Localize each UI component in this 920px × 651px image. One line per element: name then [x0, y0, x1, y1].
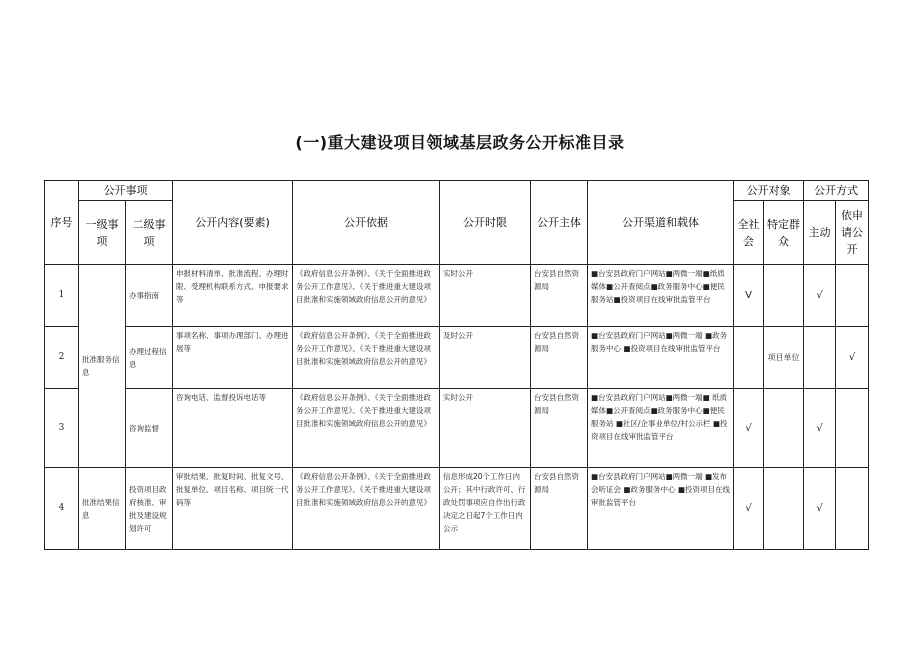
header-specific: 特定群众 — [764, 201, 804, 265]
row-on-request — [836, 265, 869, 327]
row-basis: 《政府信息公开条例》、《关于全面推进政务公开工作意见》、《关于推进重大建设项目批准和实施领域政府信息公开的意见》 — [293, 468, 440, 550]
row-subject: 台安县自然资源局 — [531, 389, 588, 468]
row-seq: 1 — [45, 265, 79, 327]
row-time-limit: 实时公开 — [440, 265, 531, 327]
row-content: 事项名称、事项办理部门、办理进展等 — [173, 327, 293, 389]
row-seq: 4 — [45, 468, 79, 550]
row-content: 申报材料清单、批准流程、办理时限、受理机构联系方式、申报要求等 — [173, 265, 293, 327]
header-society: 全社会 — [734, 201, 764, 265]
row-time-limit: 实时公开 — [440, 389, 531, 468]
header-active: 主动 — [804, 201, 836, 265]
row-level2: 办事指南 — [126, 265, 173, 327]
row-subject: 台安县自然资源局 — [531, 327, 588, 389]
header-time-limit: 公开时限 — [440, 181, 531, 265]
header-level1: 一级事项 — [79, 201, 126, 265]
row-seq: 3 — [45, 389, 79, 468]
page-title: (一)重大建设项目领域基层政务公开标准目录 — [295, 133, 625, 152]
row-active: √ — [804, 265, 836, 327]
header-subject: 公开主体 — [531, 181, 588, 265]
row-active: √ — [804, 389, 836, 468]
header-level2: 二级事项 — [126, 201, 173, 265]
table-row — [45, 265, 869, 327]
header-target-group: 公开对象 — [734, 181, 804, 201]
row-basis: 《政府信息公开条例》、《关于全面推进政务公开工作意见》、《关于推进重大建设项目批准和实施领域政府信息公开的意见》 — [293, 389, 440, 468]
row-on-request — [836, 468, 869, 550]
row-level2: 办理过程信息 — [126, 327, 173, 389]
row-level1: 批准服务信息 — [79, 265, 126, 468]
header-items-group: 公开事项 — [79, 181, 173, 201]
row-channel: ■台安县政府门户网站■两微一端■ 纸质媒体■公开查阅点■政务服务中心■便民服务站 ■社区/企事业单位/村公示栏 ■投资项目在线审批监管平台 — [588, 389, 734, 468]
row-specific — [764, 265, 804, 327]
row-channel: ■台安县政府门户网站■两微一端■纸质媒体■公开查阅点■政务服务中心■便民服务站■投资项目在线审批监管平台 — [588, 265, 734, 327]
row-content: 审批结果、批复时间、批复文号、批复单位、项目名称、项目统一代码等 — [173, 468, 293, 550]
header-basis: 公开依据 — [293, 181, 440, 265]
row-basis: 《政府信息公开条例》、《关于全面推进政务公开工作意见》、《关于推进重大建设项目批准和实施领域政府信息公开的意见》 — [293, 265, 440, 327]
table-row — [45, 468, 869, 550]
row-society: √ — [734, 468, 764, 550]
row-society: V — [734, 265, 764, 327]
row-level2: 咨询监督 — [126, 389, 173, 468]
row-specific: 项目单位 — [764, 327, 804, 389]
row-active — [804, 327, 836, 389]
row-seq: 2 — [45, 327, 79, 389]
table-row — [45, 327, 869, 389]
row-level2: 投资项目政府核准、审批及建设规划许可 — [126, 468, 173, 550]
row-channel: ■台安县政府门户网站■两微一端 ■政务服务中心 ■投资项目在线审批监管平台 — [588, 327, 734, 389]
row-channel: ■台安县政府门户网站■两微一端 ■发布会听证会 ■政务服务中心 ■投资项目在线审批监管平台 — [588, 468, 734, 550]
row-society: √ — [734, 389, 764, 468]
header-channel: 公开渠道和载体 — [588, 181, 734, 265]
row-specific — [764, 389, 804, 468]
row-level1: 批准结果信息 — [79, 468, 126, 550]
row-subject: 台安县自然资源局 — [531, 468, 588, 550]
table-row — [45, 389, 869, 468]
row-active: √ — [804, 468, 836, 550]
row-on-request: √ — [836, 327, 869, 389]
row-specific — [764, 468, 804, 550]
row-subject: 台安县自然资源局 — [531, 265, 588, 327]
header-content: 公开内容(要素) — [173, 181, 293, 265]
catalog-table — [44, 180, 869, 550]
row-time-limit: 信息形成20个工作日内公开；其中行政许可、行政处罚事项应自作出行政决定之日起7个工作日内公示 — [440, 468, 531, 550]
header-on-request: 依申请公开 — [836, 201, 869, 265]
header-mode-group: 公开方式 — [804, 181, 869, 201]
row-time-limit: 及时公开 — [440, 327, 531, 389]
row-on-request — [836, 389, 869, 468]
row-content: 咨询电话、监督投诉电话等 — [173, 389, 293, 468]
header-seq: 序号 — [45, 181, 79, 265]
row-basis: 《政府信息公开条例》、《关于全面推进政务公开工作意见》、《关于推进重大建设项目批准和实施领域政府信息公开的意见》 — [293, 327, 440, 389]
row-society — [734, 327, 764, 389]
